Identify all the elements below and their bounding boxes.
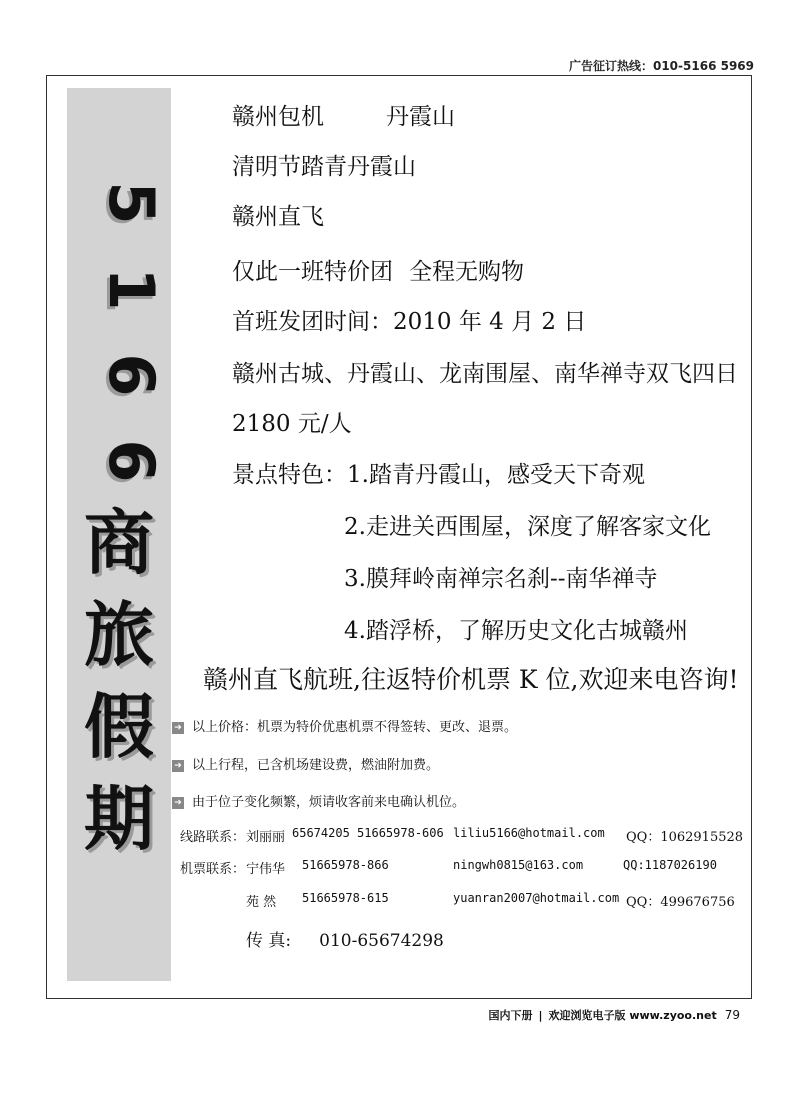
- route-contact-email: liliu5166@hotmail.com: [453, 826, 605, 840]
- page-footer: [488, 1007, 740, 1023]
- arrow-icon: ➔: [172, 797, 184, 809]
- sidebar-char: 旅: [84, 594, 154, 676]
- ad-line-departure: 首班发团时间：2010 年 4 月 2 日: [232, 309, 587, 335]
- ad-line-offer: [232, 253, 524, 286]
- note-item: [172, 716, 517, 735]
- ad-hotline: 广告征订热线：010-5166 5969: [568, 59, 754, 73]
- route-contact-qq: QQ：1062915528: [626, 830, 744, 845]
- ad-line-charter: [232, 98, 455, 131]
- note-item: [172, 791, 465, 810]
- sidebar-digit: 1: [95, 267, 168, 311]
- note-text: 由于位子变化频繁，烦请收客前来电确认机位。: [192, 795, 466, 810]
- fax-number: 010-65674298: [319, 931, 444, 951]
- route-contact-label: 线路联系：: [180, 830, 246, 845]
- page-number: 79: [724, 1008, 740, 1022]
- ticket-contact-qq: QQ：499676756: [626, 895, 735, 910]
- sidebar-char: 期: [84, 778, 154, 860]
- footer-section: 国内下册: [488, 1009, 533, 1022]
- ticket-contact-phone: 51665978-615: [302, 891, 389, 905]
- fax-line: [246, 926, 444, 951]
- ad-line-feature-2: 2.走进关西围屋，深度了解客家文化: [344, 514, 711, 540]
- charter-label: 赣州包机: [232, 104, 324, 130]
- ticket-contact-name: 苑 然: [246, 895, 277, 910]
- note-item: [172, 754, 439, 773]
- ad-line-feature-4: 4.踏浮桥，了解历史文化古城赣州: [344, 618, 688, 644]
- ad-headline: 赣州直飞航班,往返特价机票 K 位,欢迎来电咨询!: [203, 665, 739, 694]
- features-label: 景点特色：: [232, 462, 347, 488]
- ad-line-direct: 赣州直飞: [232, 204, 324, 230]
- arrow-icon: ➔: [172, 722, 184, 734]
- ad-line-itinerary: 赣州古城、丹霞山、龙南围屋、南华禅寺双飞四日: [232, 361, 738, 387]
- offer-special: 仅此一班特价团: [232, 259, 393, 285]
- route-contact-name: 刘丽丽: [246, 830, 286, 845]
- ad-line-theme: 清明节踏青丹霞山: [232, 154, 416, 180]
- sidebar-digit: 6: [95, 439, 168, 483]
- ad-line-feature-1: [232, 456, 645, 489]
- footer-site: 欢迎浏览电子版 www.zyoo.net: [548, 1009, 717, 1022]
- destination-label: 丹霞山: [386, 104, 455, 130]
- sidebar-title: [69, 160, 169, 876]
- sidebar-char: 商: [84, 502, 154, 584]
- ticket-contact-name: 宁伟华: [246, 862, 286, 877]
- ticket-contact-phone: 51665978-866: [302, 858, 389, 872]
- sidebar-digit: 5: [95, 181, 168, 225]
- feature-item: 1.踏青丹霞山，感受天下奇观: [347, 462, 645, 488]
- arrow-icon: ➔: [172, 760, 184, 772]
- footer-separator: |: [538, 1009, 543, 1022]
- ad-line-feature-3: 3.膜拜岭南禅宗名刹--南华禅寺: [344, 566, 658, 592]
- fax-label: 传 真:: [246, 931, 292, 951]
- sidebar-char: 假: [84, 686, 154, 768]
- ad-line-price: 2180 元/人: [232, 411, 352, 437]
- ticket-contact-label: 机票联系：: [180, 862, 246, 877]
- ticket-contact-email: ningwh0815@163.com: [453, 858, 584, 872]
- offer-noshopping: 全程无购物: [409, 259, 524, 285]
- note-text: 以上价格：机票为特价优惠机票不得签转、更改、退票。: [192, 720, 518, 735]
- note-text: 以上行程，已含机场建设费，燃油附加费。: [192, 758, 440, 773]
- route-contact-phone: 65674205 51665978-606: [292, 826, 444, 840]
- ticket-contact-email: yuanran2007@hotmail.com: [453, 891, 620, 905]
- ticket-contact-qq: QQ:1187026190: [623, 858, 717, 872]
- sidebar-digit: 6: [95, 353, 168, 397]
